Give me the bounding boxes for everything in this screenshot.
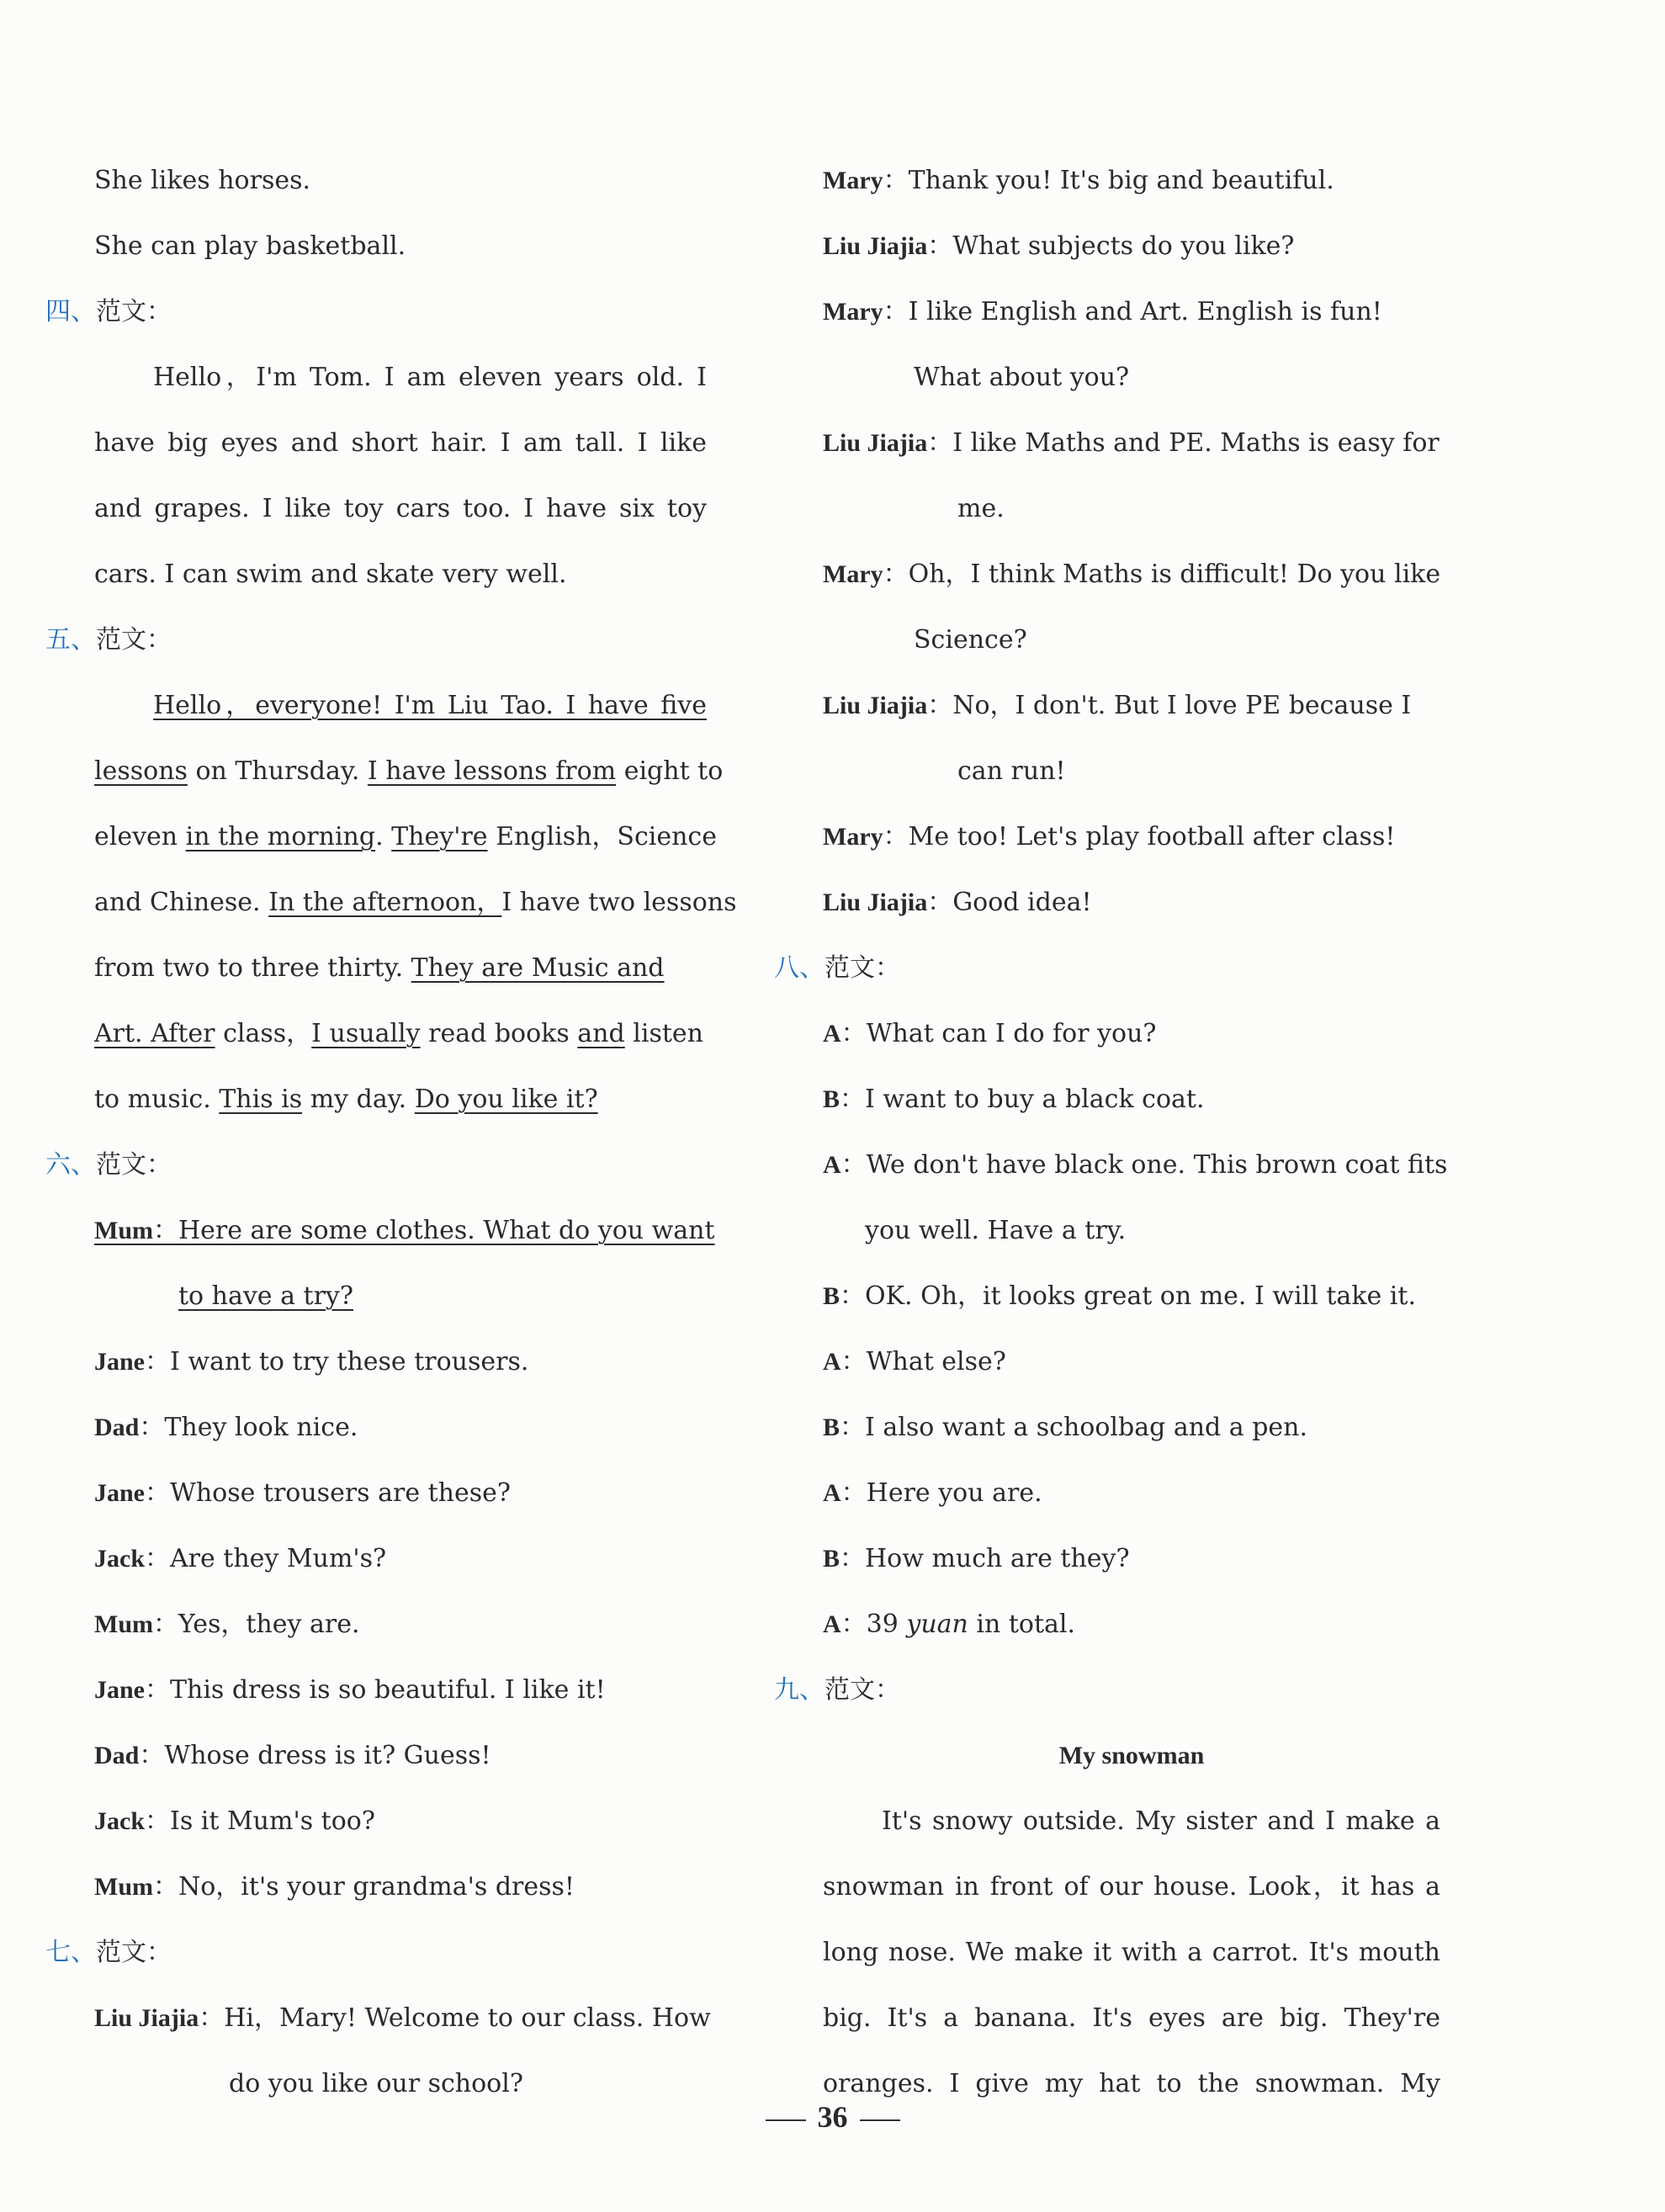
dialogue-line: B：I also want a schoolbag and a pen. — [823, 1413, 1308, 1442]
section-label: 范文： — [96, 1150, 172, 1180]
section-heading-5 — [45, 607, 707, 673]
dialogue-line: B：OK. Oh，it looks great on me. I will take it. — [823, 1281, 1416, 1311]
plain-text: from two to three thirty. — [94, 953, 411, 983]
underlined-phrase: Do you like it? — [414, 1085, 598, 1114]
section-number: 八、 — [774, 953, 825, 983]
plain-text: eight to — [616, 756, 724, 786]
speaker: Mary — [823, 823, 883, 851]
text-line: big. It's a banana. It's eyes are big. They're — [823, 2003, 1440, 2033]
speaker: Liu Jiajia — [823, 232, 928, 260]
dialogue-line: A：What can I do for you? — [823, 1019, 1157, 1048]
plain-text: to music. — [94, 1085, 220, 1114]
dialogue-line: B：How much are they? — [823, 1544, 1130, 1573]
dialogue-line: Mum：Here are some clothes. What do you want — [94, 1216, 715, 1245]
speaker: Jack — [94, 1807, 145, 1835]
section-heading-7 — [45, 1920, 707, 1986]
dialogue-line: Liu Jiajia：No，I don't. But I love PE because I — [823, 691, 1412, 720]
underlined-phrase: They're — [391, 822, 488, 851]
section-heading-9 — [774, 1658, 1440, 1723]
text-line — [94, 673, 707, 739]
dialogue-text: They look nice. — [164, 1413, 358, 1442]
underlined-phrase: I have lessons from — [367, 756, 617, 786]
section-number: 五、 — [45, 625, 96, 655]
underlined-phrase: Art. After — [94, 1019, 215, 1048]
page-number — [0, 2099, 1665, 2135]
speaker: Jane — [94, 1348, 145, 1376]
dialogue-line: Mary：Thank you! It's big and beautiful. — [823, 166, 1334, 195]
dialogue-line: Jack：Is it Mum's too? — [94, 1806, 375, 1836]
dialogue-line: Liu Jiajia：Hi，Mary! Welcome to our class. How — [94, 2003, 711, 2033]
speaker: A — [823, 1151, 841, 1179]
dialogue-text: can run! — [957, 756, 1066, 786]
page-number-value: 36 — [817, 2100, 848, 2134]
speaker: Liu Jiajia — [823, 889, 928, 916]
plain-text: on Thursday. — [187, 756, 368, 786]
essay-title: My snowman — [1058, 1742, 1205, 1769]
italic-word: yuan — [906, 1610, 968, 1639]
speaker: Liu Jiajia — [823, 429, 928, 457]
underlined-phrase: and — [577, 1019, 625, 1048]
dialogue-line: Dad：Whose dress is it? Guess! — [94, 1741, 491, 1770]
speaker: Dad — [94, 1414, 140, 1441]
section-label: 范文： — [825, 1675, 900, 1705]
section-label: 范文： — [96, 625, 172, 655]
plain-text: . — [375, 822, 392, 851]
dialogue-text: What subjects do you like? — [952, 231, 1295, 261]
underlined-phrase: This is — [219, 1085, 303, 1114]
text-line — [94, 1067, 707, 1133]
text-line: oranges. I give my hat to the snowman. My — [823, 2069, 1440, 2098]
text-line: snowman in front of our house. Look，it has a — [823, 1872, 1440, 1902]
dialogue-line — [823, 607, 1440, 673]
dialogue-text: No，I don't. But I love PE because I — [952, 691, 1412, 720]
dialogue-text: to have a try? — [178, 1281, 353, 1311]
left-column — [45, 148, 737, 2117]
speaker: Mum — [94, 1217, 153, 1244]
section-label: 范文： — [825, 953, 900, 983]
section-number: 六、 — [45, 1150, 96, 1180]
speaker: Liu Jiajia — [94, 2004, 199, 2032]
speaker: Jane — [94, 1676, 145, 1704]
speaker: Mary — [823, 298, 883, 326]
text-line: Hello，I'm Tom. I am eleven years old. I — [153, 363, 707, 392]
dialogue-text: I also want a schoolbag and a pen. — [865, 1413, 1308, 1442]
dialogue-text: Good idea! — [952, 888, 1092, 917]
text-line: and grapes. I like toy cars too. I have six toy — [94, 494, 707, 523]
dialogue-text: Whose dress is it? Guess! — [164, 1741, 491, 1770]
section-label: 范文： — [96, 297, 172, 326]
dialogue-text: Science? — [914, 625, 1027, 655]
dialogue-line: Mary：Me too! Let's play football after class! — [823, 822, 1396, 851]
plain-text: eleven — [94, 822, 186, 851]
dialogue-text: Whose trousers are these? — [170, 1478, 511, 1508]
speaker: Mum — [94, 1610, 153, 1638]
dialogue-text: Here are some clothes. What do you want — [178, 1216, 715, 1245]
dialogue-text: I like Maths and PE. Maths is easy for — [952, 428, 1440, 458]
dialogue-text: 39 — [866, 1610, 907, 1639]
section-number: 九、 — [774, 1675, 825, 1705]
speaker: B — [823, 1414, 840, 1441]
dialogue-text: I want to try these trousers. — [170, 1347, 529, 1377]
plain-text: class， — [215, 1019, 312, 1048]
dialogue-line: Jane：This dress is so beautiful. I like it! — [94, 1675, 606, 1705]
dialogue-text: What about you? — [914, 363, 1130, 392]
section-number: 七、 — [45, 1938, 96, 1967]
speaker: B — [823, 1085, 840, 1113]
plain-text: English，Science — [487, 822, 717, 851]
speaker: A — [823, 1020, 841, 1048]
text-line — [94, 804, 717, 870]
text-line — [94, 936, 707, 1001]
text-line: have big eyes and short hair. I am tall. I like — [94, 428, 707, 458]
dialogue-text: I like English and Art. English is fun! — [908, 297, 1382, 326]
dialogue-line: Jane：Whose trousers are these? — [94, 1478, 511, 1508]
underlined-phrase: Hello，everyone! I'm Liu Tao. I have five — [153, 691, 707, 720]
dialogue-line: Dad：They look nice. — [94, 1413, 358, 1442]
dialogue-line: B：I want to buy a black coat. — [823, 1085, 1205, 1114]
plain-text: and Chinese. — [94, 888, 269, 917]
speaker: B — [823, 1545, 840, 1573]
dialogue-text: Is it Mum's too? — [170, 1806, 375, 1836]
dialogue-text: Are they Mum's? — [170, 1544, 387, 1573]
dialogue-line: Liu Jiajia：What subjects do you like? — [823, 231, 1295, 261]
dialogue-line — [823, 476, 1440, 542]
text-line — [94, 1001, 707, 1067]
plain-text: my day. — [302, 1085, 415, 1114]
dialogue-line — [823, 345, 1440, 411]
dialogue-text: This dress is so beautiful. I like it! — [170, 1675, 606, 1705]
section-heading-6 — [45, 1133, 707, 1198]
dialogue-line: A：39 yuan in total. — [823, 1610, 1076, 1639]
underlined-phrase: In the afternoon， — [268, 888, 502, 917]
underlined-phrase: They are Music and — [411, 953, 665, 983]
speaker: Mum — [94, 1873, 153, 1901]
dialogue-text: OK. Oh，it looks great on me. I will take it. — [865, 1281, 1416, 1311]
section-heading-4 — [45, 279, 707, 345]
dialogue-line: Jane：I want to try these trousers. — [94, 1347, 529, 1377]
underlined-phrase: in the morning — [185, 822, 376, 851]
dialogue-line — [823, 1198, 1440, 1264]
dialogue-text: I want to buy a black coat. — [865, 1085, 1205, 1114]
dialogue-text: me. — [957, 494, 1005, 523]
dialogue-text: Yes，they are. — [178, 1610, 360, 1639]
speaker: A — [823, 1348, 841, 1376]
speaker: Mary — [823, 167, 883, 194]
dash-right — [860, 2119, 900, 2121]
dialogue-line: Mum：No，it's your grandma's dress! — [94, 1872, 575, 1902]
text-line: She likes horses. — [94, 166, 311, 195]
dialogue-text: What else? — [866, 1347, 1006, 1377]
dialogue-text: Here you are. — [866, 1478, 1042, 1508]
section-label: 范文： — [96, 1938, 172, 1967]
speaker: B — [823, 1282, 840, 1310]
section-number: 四、 — [45, 297, 96, 326]
dialogue-line: Mary：Oh，I think Maths is difficult! Do you like — [823, 560, 1441, 589]
dialogue-line — [823, 739, 1440, 804]
dialogue-line: Liu Jiajia：I like Maths and PE. Maths is easy for — [823, 428, 1440, 458]
speaker: A — [823, 1610, 841, 1638]
dialogue-text: in total. — [968, 1610, 1076, 1639]
speaker: Jack — [94, 1545, 145, 1573]
text-line: cars. I can swim and skate very well. — [94, 560, 567, 589]
speaker: Liu Jiajia — [823, 692, 928, 719]
text-line — [94, 870, 737, 936]
speaker: Dad — [94, 1742, 140, 1769]
text-line: She can play basketball. — [94, 231, 406, 261]
text-line — [94, 739, 724, 804]
dialogue-text: Oh，I think Maths is difficult! Do you like — [908, 560, 1441, 589]
dialogue-text: do you like our school? — [229, 2069, 523, 2098]
dialogue-line: A：What else? — [823, 1347, 1006, 1377]
dialogue-line: A：We don't have black one. This brown coat fits — [823, 1150, 1448, 1180]
plain-text: I have two lessons — [501, 888, 737, 917]
dialogue-line: Liu Jiajia：Good idea! — [823, 888, 1092, 917]
section-heading-8 — [774, 936, 1440, 1001]
dialogue-line: Mum：Yes，they are. — [94, 1610, 360, 1639]
dialogue-text: We don't have black one. This brown coat fits — [866, 1150, 1448, 1180]
dialogue-text: Thank you! It's big and beautiful. — [908, 166, 1334, 195]
plain-text: read books — [420, 1019, 578, 1048]
underlined-phrase: lessons — [94, 756, 188, 786]
dialogue-text: No，it's your grandma's dress! — [178, 1872, 575, 1902]
dialogue-line — [94, 1264, 707, 1329]
underlined-phrase: I usually — [311, 1019, 421, 1048]
plain-text: listen — [624, 1019, 703, 1048]
speaker: Jane — [94, 1479, 145, 1507]
speaker: Mary — [823, 560, 883, 588]
dialogue-text: How much are they? — [865, 1544, 1130, 1573]
dash-left — [766, 2119, 806, 2121]
dialogue-line: A：Here you are. — [823, 1478, 1042, 1508]
speaker: A — [823, 1479, 841, 1507]
dialogue-line: Mary：I like English and Art. English is fun! — [823, 297, 1382, 326]
dialogue-text: What can I do for you? — [866, 1019, 1157, 1048]
dialogue-line: Jack：Are they Mum's? — [94, 1544, 387, 1573]
dialogue-text: Me too! Let's play football after class! — [908, 822, 1396, 851]
text-line: long nose. We make it with a carrot. It's mouth — [823, 1938, 1440, 1967]
dialogue-text: Hi，Mary! Welcome to our class. How — [224, 2003, 711, 2033]
dialogue-text: you well. Have a try. — [865, 1216, 1127, 1245]
text-line: It's snowy outside. My sister and I make a — [882, 1806, 1440, 1836]
